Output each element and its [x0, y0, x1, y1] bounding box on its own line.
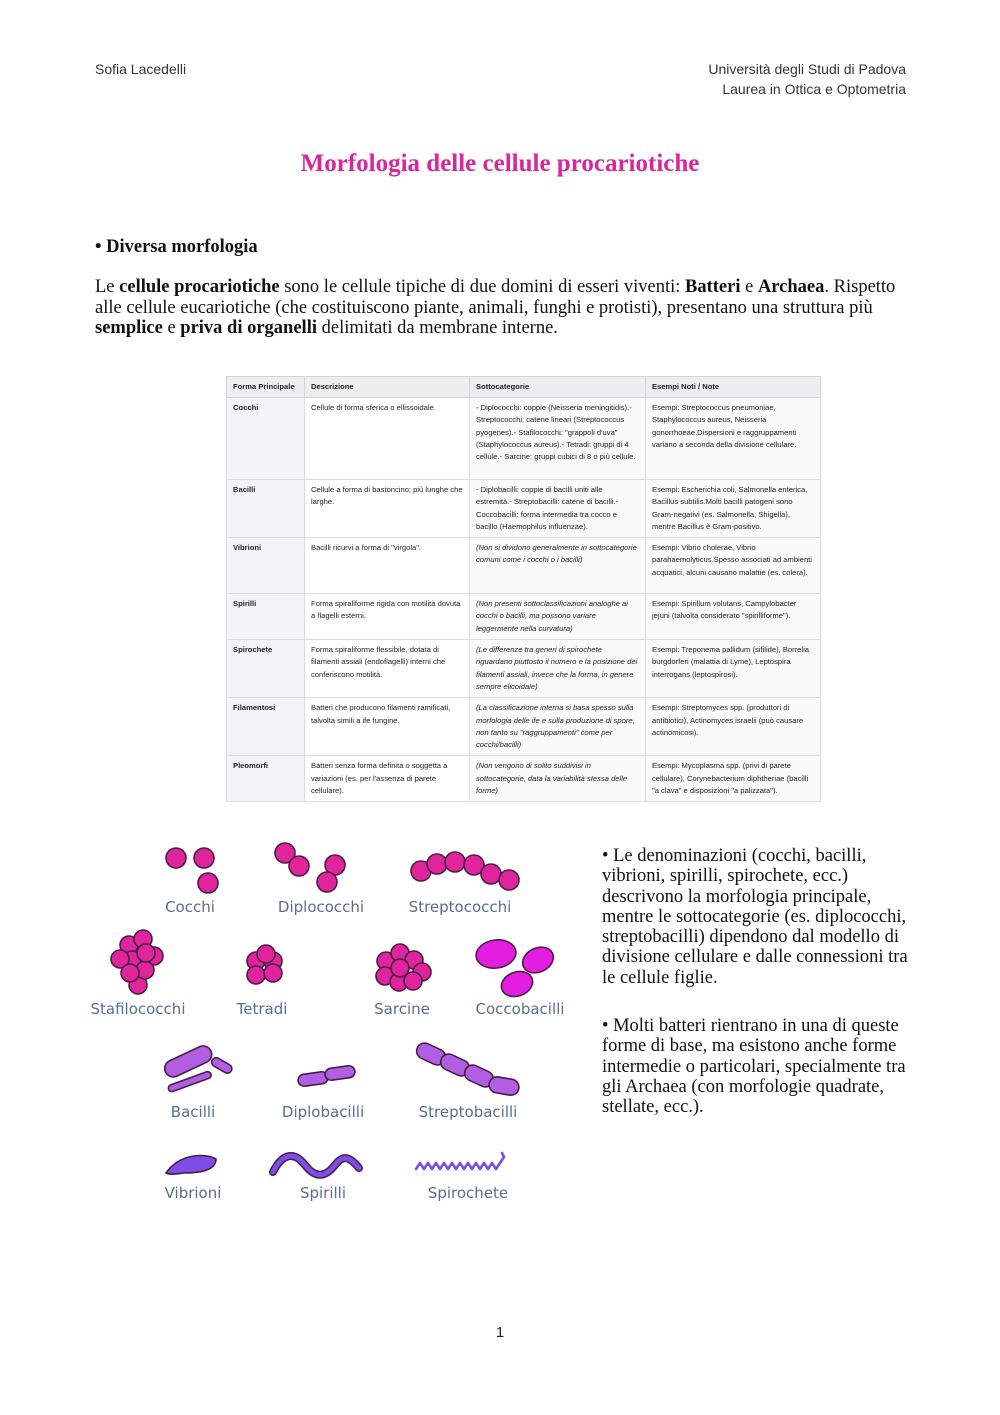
cell-sottocategorie: (Non si dividono generalmente in sottocategorie comuni come i cocchi o i bacilli): [470, 538, 646, 594]
side-notes: [602, 846, 912, 1146]
spirilli-shape: [273, 1156, 359, 1175]
cell-sottocategorie: - Diplobacilli: coppie di bacilli uniti alle estremità.- Streptobacilli: catene di bacilli.- Coccobacilli: forma intermedia tra cocco e bacillo (Haemophilus influenzae).: [470, 480, 646, 538]
header-course: Laurea in Ottica e Optometria: [722, 81, 906, 97]
cell-forma: Vibrioni: [227, 538, 305, 594]
side-note: • Molti batteri rientrano in una di queste forme di base, ma esistono anche forme intermedie o particolari, specialmente tra gli Archaea (con morfologie quadrate, stellate, ecc.).: [602, 1016, 906, 1118]
column-header: Descrizione: [305, 377, 470, 398]
label-diplococchi: Diplococchi: [277, 898, 365, 916]
header-institution: [708, 59, 906, 99]
cell-sottocategorie: (Non presenti sottoclassificazioni analoghe ai cocchi o bacilli, ma possono variare leggermente nella curvatura): [470, 594, 646, 640]
spirochete-shape: [416, 1153, 504, 1169]
column-header: Sottocategorie: [470, 377, 646, 398]
stafilococchi-shape: [111, 930, 163, 994]
table-row: [227, 538, 821, 594]
cocchi-shape: [166, 848, 218, 893]
intro-paragraph: [95, 277, 915, 339]
cell-forma: Spirochete: [227, 640, 305, 698]
label-tetradi: Tetradi: [236, 1000, 288, 1018]
cell-esempi: Esempi: Streptomyces spp. (produttori di antibiotici), Actinomyces israelii (può causare actinomicosi).: [646, 698, 821, 756]
intro-bold: semplice: [95, 318, 163, 338]
cell-esempi: Esempi: Treponema pallidum (sifilide), Borrelia burgdorferi (malattia di Lyme), Leptospira interrogans (leptospirosi).: [646, 640, 821, 698]
intro-text: sono le cellule tipiche di due domini di esseri viventi:: [279, 277, 685, 297]
cell-esempi: Esempi: Vibrio cholerae, Vibrio parahaemolyticus.Spesso associati ad ambienti acquatici, alcuni causano malattie (es. colera).: [646, 538, 821, 594]
intro-bold: priva di organelli: [180, 318, 317, 338]
cell-descrizione: Batteri senza forma definita o soggetta a variazioni (es. per l'assenza di parete cellulare).: [305, 756, 470, 802]
label-coccobacilli: Coccobacilli: [475, 1000, 565, 1018]
page-title: Morfologia delle cellule procariotiche: [300, 150, 700, 177]
tetradi-shape: [247, 945, 282, 984]
intro-text: delimitati da membrane interne.: [316, 318, 558, 338]
cell-esempi: Esempi: Spirillum volutans, Campylobacter jejuni (talvolta considerato "spirilliforme").: [646, 594, 821, 640]
table-row: [227, 480, 821, 538]
cell-esempi: Esempi: Streptococcus pneumoniae, Staphylococcus aureus, Neisseria gonorrhoeae.Dispersioni e raggruppamenti variano a seconda della divisione cellulare.: [646, 398, 821, 480]
morphology-table: [226, 376, 821, 802]
intro-text: . Rispetto alle cellule eucariotiche (che costituiscono piante, animali, funghi e protisti), presentano una struttura più: [95, 277, 896, 318]
coccobacilli-shape: [474, 937, 557, 1000]
cell-descrizione: Forma spiraliforme rigida con motilità dovuta a flagelli esterni.: [305, 594, 470, 640]
intro-text: e: [740, 277, 758, 297]
cell-esempi: Esempi: Escherichia coli, Salmonella enterica, Bacillus subtilis.Molti bacilli patogeni sono Gram-negativi (es. Salmonella, Shigella), mentre Bacillus è Gram-positivo.: [646, 480, 821, 538]
table-row: [227, 594, 821, 640]
cell-descrizione: Batteri che producono filamenti ramificati, talvolta simili a ife fungine.: [305, 698, 470, 756]
cell-sottocategorie: - Diplococchi: coppie (Neisseria meningitidis).- Streptococchi: catene lineari (Streptococcus pyogenes).- Stafilococchi: "grappoli d'uva" (Staphylococcus aureus).- Tetradi: gruppi di 4 cellule.- Sarcine: gruppi cubici di 8 o più cellule.: [470, 398, 646, 480]
cell-descrizione: Bacilli ricurvi a forma di "virgola".: [305, 538, 470, 594]
streptobacilli-shape: [414, 1040, 520, 1096]
diplobacilli-shape: [297, 1065, 355, 1087]
intro-text: Le: [95, 277, 120, 297]
cell-forma: Filamentosi: [227, 698, 305, 756]
cell-forma: Spirilli: [227, 594, 305, 640]
header-university: Università degli Studi di Padova: [708, 61, 906, 77]
label-spirochete: Spirochete: [427, 1184, 509, 1202]
table-row: [227, 640, 821, 698]
vibrioni-shape: [166, 1156, 216, 1175]
cell-esempi: Esempi: Mycoplasma spp. (privi di parete cellulare), Corynebacterium diphtheriae (bacilli "a clava" e disposizioni "a palizzata").: [646, 756, 821, 802]
intro-bold: Batteri: [684, 277, 741, 297]
cell-sottocategorie: (Non vengono di solito suddivisi in sottocategorie, data la variabilità stessa delle forme): [470, 756, 646, 802]
side-note: • Le denominazioni (cocchi, bacilli, vibrioni, spirilli, spirochete, ecc.) descrivono la morfologia principale, mentre le sottocategorie (es. diplococchi, streptobacilli) dipendono dal modello di divisione cellulare e dalle connessioni tra le cellule figlie.: [602, 846, 908, 988]
page-number: 1: [495, 1324, 505, 1341]
intro-bold: cellule procariotiche: [119, 277, 280, 297]
diplococchi-shape: [275, 843, 345, 892]
sarcine-shape: [376, 944, 431, 991]
bacterial-morphology-figure: [80, 835, 580, 1215]
cell-forma: Bacilli: [227, 480, 305, 538]
table-row: [227, 398, 821, 480]
cell-forma: Cocchi: [227, 398, 305, 480]
label-diplobacilli: Diplobacilli: [281, 1103, 365, 1121]
table-header-row: [227, 377, 821, 398]
cell-descrizione: Forma spiraliforme flessibile, dotata di filamenti assiali (endoflagelli) interni che conferiscono motilità.: [305, 640, 470, 698]
label-streptobacilli: Streptobacilli: [418, 1103, 518, 1121]
label-spirilli: Spirilli: [299, 1184, 347, 1202]
intro-text: e: [162, 318, 181, 338]
bacilli-shape: [162, 1043, 234, 1092]
label-sarcine: Sarcine: [374, 1000, 430, 1018]
label-bacilli: Bacilli: [170, 1103, 216, 1121]
column-header: Esempi Noti / Note: [646, 377, 821, 398]
streptococchi-shape: [411, 852, 519, 890]
label-cocchi: Cocchi: [165, 898, 215, 916]
header-author: Sofia Lacedelli: [95, 61, 187, 77]
label-stafilococchi: Stafilococchi: [90, 1000, 186, 1018]
label-streptococchi: Streptococchi: [408, 898, 512, 916]
table-row: [227, 698, 821, 756]
column-header: Forma Principale: [227, 377, 305, 398]
table-row: [227, 756, 821, 802]
cell-descrizione: Cellule a forma di bastoncino; più lunghe che larghe.: [305, 480, 470, 538]
intro-bold: Archaea: [757, 277, 825, 297]
cell-sottocategorie: (Le differenze tra generi di spirochete riguardano piuttosto il numero e la posizione dei filamenti assiali, invece che la forma, in genere sempre elicoidale): [470, 640, 646, 698]
cell-forma: Pleomorfi: [227, 756, 305, 802]
label-vibrioni: Vibrioni: [164, 1184, 222, 1202]
section-heading: • Diversa morfologia: [95, 237, 258, 257]
cell-descrizione: Cellule di forma sferica o ellissoidale.: [305, 398, 470, 480]
cell-sottocategorie: (La classificazione interna si basa spesso sulla morfologia delle ife e sulla produzione di spore, non tanto su "raggruppamenti" come per cocchi/bacilli): [470, 698, 646, 756]
